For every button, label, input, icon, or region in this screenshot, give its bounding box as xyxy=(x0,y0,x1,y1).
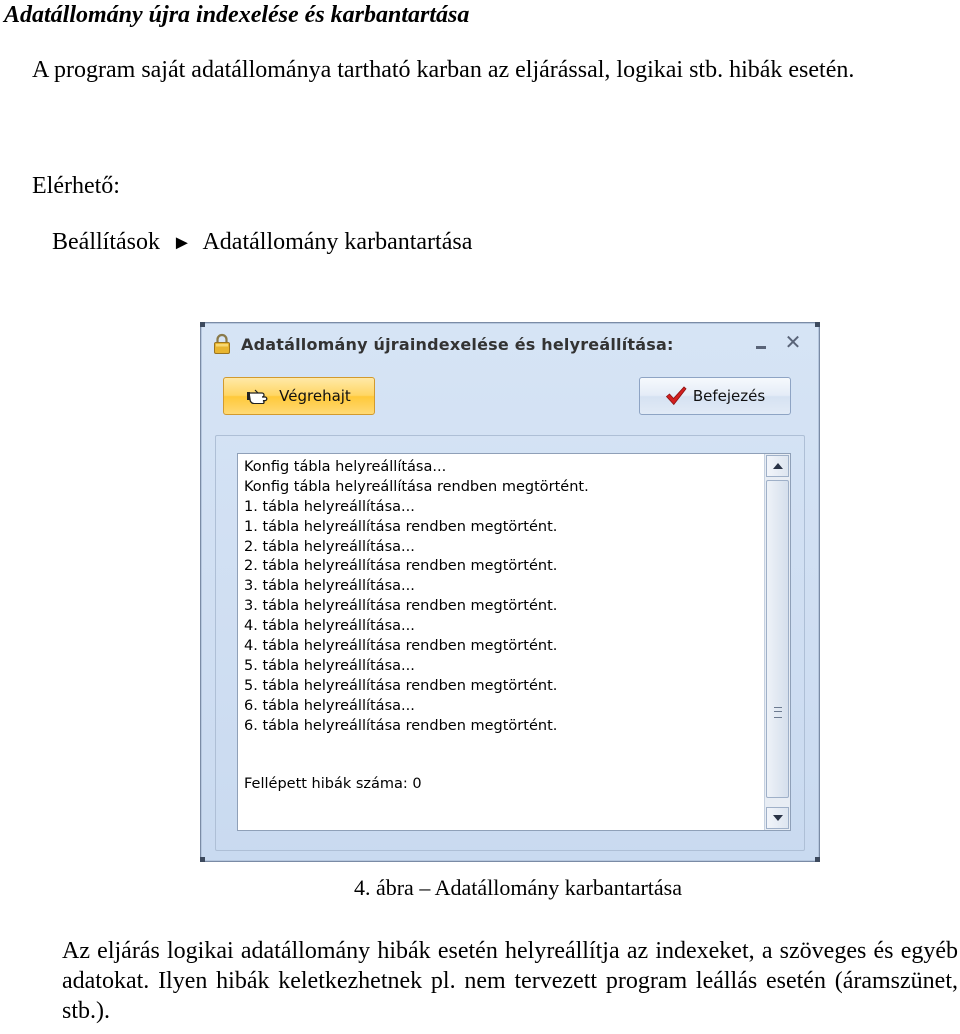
log-list xyxy=(244,458,754,736)
menu-path xyxy=(52,226,472,259)
figure-caption: 4. ábra – Adatállomány karbantartása xyxy=(353,875,683,900)
log-line: 1. tábla helyreállítása rendben megtörtént. xyxy=(244,518,558,535)
menu-path-arrow-icon: ► xyxy=(171,232,192,254)
error-count-line: Fellépett hibák száma: 0 xyxy=(244,776,422,792)
finish-button-label: Befejezés xyxy=(692,387,766,405)
execute-button-label: Végrehajt xyxy=(279,387,351,405)
log-line: 1. tábla helyreállítása... xyxy=(244,498,415,515)
scroll-thumb[interactable] xyxy=(766,480,789,798)
scroll-up-button[interactable] xyxy=(766,455,789,477)
checkmark-icon xyxy=(665,386,687,406)
execute-button[interactable] xyxy=(223,377,375,415)
arrow-down-icon xyxy=(773,815,783,821)
log-line: 5. tábla helyreállítása... xyxy=(244,657,415,674)
frame-corner xyxy=(815,857,820,862)
log-line: 2. tábla helyreállítása... xyxy=(244,538,415,555)
log-line: 2. tábla helyreállítása rendben megtörtént. xyxy=(244,558,558,575)
log-line: 3. tábla helyreállítása... xyxy=(244,578,415,595)
log-line: 4. tábla helyreállítása rendben megtörtént. xyxy=(244,638,558,655)
minimize-button[interactable] xyxy=(753,335,769,351)
arrow-up-icon xyxy=(773,463,783,469)
pointing-hand-icon xyxy=(247,388,273,404)
dialog-titlebar[interactable] xyxy=(201,323,819,365)
close-button[interactable]: ✕ xyxy=(784,330,802,354)
log-line: Konfig tábla helyreállítása rendben megtörtént. xyxy=(244,478,589,495)
intro-paragraph: A program saját adatállománya tartható karban az eljárással, logikai stb. hibák esetén. xyxy=(32,57,855,83)
log-line: 4. tábla helyreállítása... xyxy=(244,618,415,635)
lock-icon xyxy=(213,333,231,355)
log-line: 6. tábla helyreállítása... xyxy=(244,697,415,714)
scroll-down-button[interactable] xyxy=(766,807,789,829)
section-heading: Adatállomány újra indexelése és karbantartása xyxy=(4,2,470,28)
available-label: Elérhető: xyxy=(32,173,120,199)
log-scrollbar[interactable] xyxy=(764,454,790,830)
log-line: 5. tábla helyreállítása rendben megtörtént. xyxy=(244,677,558,694)
menu-path-maintenance: Adatállomány karbantartása xyxy=(202,229,473,255)
body-paragraph: Az eljárás logikai adatállomány hibák esetén helyreállítja az indexeket, a szöveges és egyéb adatokat. Ilyen hibák keletkezhetnek pl. nem tervezett program leállás esetén (áramszünet, stb.). xyxy=(62,938,958,1024)
scroll-grip-icon xyxy=(774,707,782,718)
finish-button[interactable] xyxy=(639,377,791,415)
reindex-dialog-screenshot xyxy=(200,322,820,862)
frame-corner xyxy=(200,857,205,862)
log-line: Konfig tábla helyreállítása... xyxy=(244,459,447,475)
log-line: 6. tábla helyreállítása rendben megtörtént. xyxy=(244,717,558,734)
log-line: 3. tábla helyreállítása rendben megtörtént. xyxy=(244,598,558,615)
menu-path-settings: Beállítások xyxy=(52,229,160,255)
log-output[interactable] xyxy=(237,453,791,831)
dialog-title: Adatállomány újraindexelése és helyreállítása: xyxy=(241,335,674,354)
